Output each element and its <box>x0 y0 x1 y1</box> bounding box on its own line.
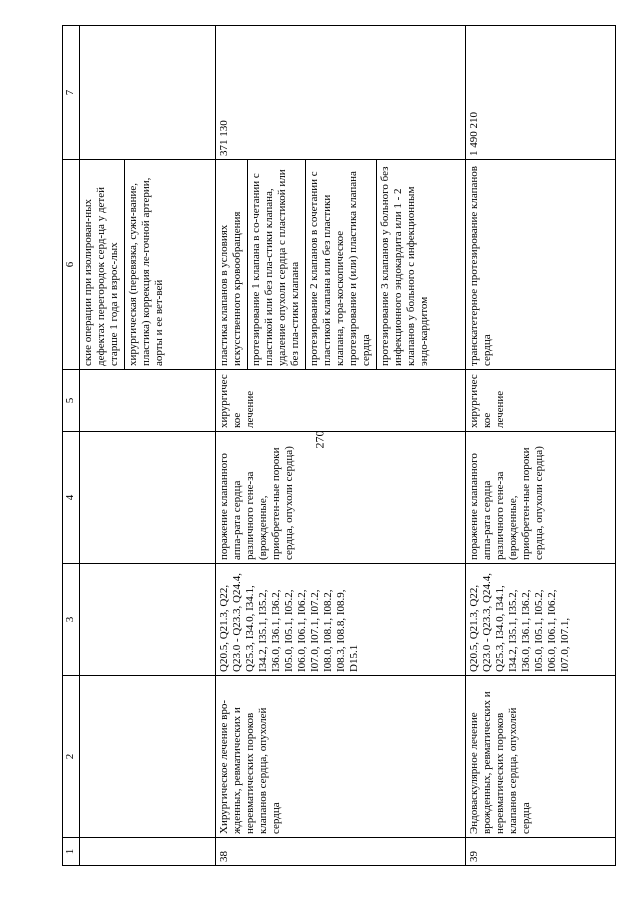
table-row <box>466 26 616 866</box>
row-number <box>80 838 216 866</box>
row-treatment: хирургическое лечение <box>466 370 616 432</box>
row-name: Эндоваскулярное лечение врожденных, ревматических и неревматических пороков клапанов сердца, опухолей сердца <box>466 676 616 838</box>
method-item: транскатетерное протезирование клапанов сердца <box>468 166 493 366</box>
row-methods <box>466 160 616 370</box>
table-row <box>216 26 466 866</box>
row-cost: 1 490 210 <box>466 26 616 160</box>
row-codes <box>80 564 216 676</box>
row-name: Хирургическое лечение вро-жденных, ревматических и неревматических пороков клапанов сердца, опухолей сердца <box>216 676 466 838</box>
row-number: 38 <box>216 838 466 866</box>
header-cell: 2 <box>63 676 80 838</box>
row-number: 39 <box>466 838 616 866</box>
row-treatment <box>80 370 216 432</box>
row-cost: 371 130 <box>216 26 466 160</box>
header-cell: 1 <box>63 838 80 866</box>
row-name <box>80 676 216 838</box>
header-cell: 3 <box>63 564 80 676</box>
method-item: хирургическая (перевязка, сужи-вание, пластика) коррекция ле-гочной артерии, аорты и ее вет-вей <box>124 160 166 369</box>
row-methods <box>80 160 216 370</box>
header-row <box>63 26 80 866</box>
services-table <box>62 25 616 866</box>
row-methods <box>216 160 466 370</box>
row-codes: Q20.5, Q21.3, Q22, Q23.0 - Q23.3, Q24.4, Q25.3, I34.0, I34.1, I34.2, I35.1, I35.2, I36.0, I36.1, I36.2, I05.0, I05.1, I05.2, I06.0, I06.1, I06.2, I07.0, I07.1, <box>466 564 616 676</box>
page-number: 270 <box>312 430 327 449</box>
header-cell: 6 <box>63 160 80 370</box>
row-model <box>80 432 216 564</box>
header-cell: 5 <box>63 370 80 432</box>
row-model: поражение клапанного аппа-рата сердца различного гене-за (врожденные, приобретен-ные пороки сердца, опухоли сердца) <box>466 432 616 564</box>
row-codes: Q20.5, Q21.3, Q22, Q23.0 - Q23.3, Q24.4, Q25.3, I34.0, I34.1, I34.2, I35.1, I35.2, I36.0, I36.1, I36.2, I05.0, I05.1, I05.2, I06.0, I06.1, I06.2, I07.0, I07.1, I07.2, I08.0, I08.1, I08.2, I08.3, I08.8, I08.9, D15.1 <box>216 564 466 676</box>
table-row <box>80 26 216 866</box>
method-item: протезирование 2 клапанов в сочетании с пластикой клапана или без пластики клапана, тора-коскопическое протезирование и (или) пластика клапана сердца <box>305 160 373 369</box>
row-treatment: хирургическое лечение <box>216 370 466 432</box>
header-cell: 4 <box>63 432 80 564</box>
row-model: поражение клапанного аппа-рата сердца различного гене-за (врожденные, приобретен-ные пороки сердца, опухоли сердца) <box>216 432 466 564</box>
method-item: ские операции при изолирован-ных дефектах перегородок серд-ца у детей старше 1 года и взрос-лых <box>82 187 120 366</box>
method-item: пластика клапанов в условиях искусственного кровообращения <box>218 211 243 366</box>
method-item: протезирование 1 клапана в со-четании с пластикой или без пла-стики клапана, удаление опухоли сердца с пластикой или без пла-стики клапана <box>247 160 302 369</box>
method-item: протезирование 3 клапанов у больного без инфекционного эндокардита или 1 - 2 клапанов у больного с инфекционным эндо-кардитом <box>376 160 431 369</box>
row-cost <box>80 26 216 160</box>
rotated-table-wrapper <box>62 26 622 866</box>
header-cell: 7 <box>63 26 80 160</box>
